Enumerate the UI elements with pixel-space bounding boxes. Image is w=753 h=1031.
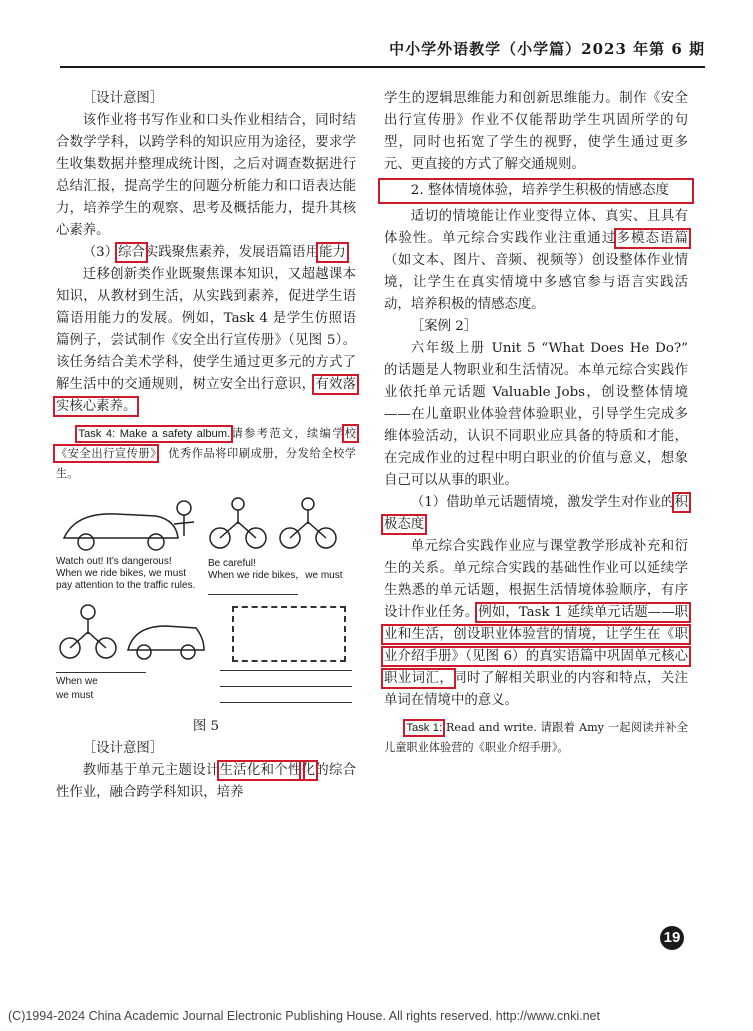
- fig-text-a2: When we ride bikes, we must: [56, 568, 187, 579]
- right-paragraph-1: 学生的逻辑思维能力和创新思维能力。制作《安全出行宣传册》作业不仅能帮助学生巩固所学的句型，同时也拓宽了学生的视野，使学生通过更多元、更直接的方式了解交通规则。: [384, 91, 688, 172]
- fig-blank-line: [220, 702, 352, 703]
- highlight-multimodal: 多模态语篇: [616, 231, 689, 246]
- subsection-1-heading: （1）借助单元话题情境，激发学生对作业的积极态度: [384, 495, 688, 532]
- phone-cyclist-illustration: [56, 602, 206, 662]
- copyright-footer: (C)1994-2024 China Academic Journal Electronic Publishing House. All rights reserved. http://www.cnki.net: [8, 1009, 600, 1023]
- right-paragraph-2: 适切的情境能让作业变得立体、真实、且具有体验性。单元综合实践作业注重通过多模态语篇（如文本、图片、音频、视频等）创设整体作业情境，让学生在真实情境中多感官参与语言实践活动，培养积极的情感态度。: [384, 209, 689, 312]
- highlight-task1: Task 1:: [406, 722, 443, 734]
- task4-instruction: Task 4: Make a safety album.请参考范文，续编学校《安全出行宣传册》，优秀作品将印刷成册，分发给全校学生。: [56, 427, 356, 480]
- highlight-nengli: 能力: [318, 245, 346, 260]
- cyclists-illustration: [208, 494, 348, 552]
- fig-blank-line: [220, 686, 352, 687]
- figure-5: [56, 494, 356, 712]
- drawing-placeholder-box: [232, 606, 346, 662]
- fig-blank-line: [208, 594, 298, 595]
- section-3-heading: （3）综合实践聚焦素养，发展语篇语用能力: [82, 245, 346, 260]
- left-paragraph-3: 教师基于单元主题设计生活化和个性化的综合性作业，融合跨学科知识，培养: [56, 763, 357, 800]
- fig-text-c1: When we: [56, 676, 98, 687]
- highlight-task1-example: 例如，Task 1 延续单元话题——职业和生活，创设职业体验营的情境，让学生在《职业介绍手册》（见图 6）的真实语篇中巩固单元核心职业词汇，: [384, 605, 688, 686]
- fig-text-a3: pay attention to the traffic rules.: [56, 580, 196, 591]
- highlight-hexin-suyang: 有效落实核心素养。: [56, 377, 356, 414]
- highlight-task4: Task 4: Make a safety album.: [78, 428, 231, 440]
- right-paragraph-3: 六年级上册 Unit 5 “What Does He Do?” 的话题是人物职业和生活情况。本单元综合实践作业依托单元话题 Valuable Jobs，创设整体情境——在儿童职业体验营体验职业，引导学生完成多维体验活动，认识不同职业应具备的特质和才能，在完成作业的过程中明白职业的价值与意义，想象自己可以从事的职业。: [384, 341, 688, 488]
- case-2-heading: ［案例 2］: [410, 319, 478, 334]
- car-accident-illustration: [56, 494, 206, 554]
- task1-instruction: Task 1: Read and write. 请跟着 Amy 一起阅读并补全儿童职业体验营的《职业介绍手册》。: [384, 721, 688, 754]
- design-heading-2: ［设计意图］: [82, 741, 164, 756]
- fig-blank-line: [220, 670, 352, 671]
- design-heading-1: ［设计意图］: [82, 91, 164, 106]
- fig-text-b2: When we ride bikes，we must: [208, 570, 343, 581]
- section-2-heading: 2. 整体情境体验，培养学生积极的情感态度: [378, 178, 694, 204]
- left-column: [56, 88, 356, 804]
- journal-header: 中小学外语教学（小学篇）2023 年第 6 期: [389, 40, 705, 58]
- right-column: [384, 88, 688, 758]
- left-paragraph-1: 该作业将书写作业和口头作业相结合，同时结合数学学科，以跨学科的知识应用为途径，要求学生收集数据并整理成统计图，之后对调查数据进行总结汇报，提高学生的问题分析能力和口语表达能力，培养学生的观察、思考及概括能力，提升其核心素养。: [56, 113, 356, 238]
- fig-text-c2: we must: [56, 690, 94, 701]
- highlight-hua: 化: [301, 763, 316, 778]
- highlight-jiji-taidu: 积极态度: [384, 495, 688, 532]
- highlight-shenghuohua: 生活化和个性: [219, 763, 302, 778]
- fig-text-b1: Be careful!: [208, 558, 256, 569]
- figure-5-caption: 图 5: [192, 719, 220, 734]
- fig-blank-line: [56, 672, 146, 673]
- right-paragraph-4: 单元综合实践作业应与课堂教学形成补充和衍生的关系。单元综合实践的基础性作业可以延续学生熟悉的单元话题，根据生活情境体验顺序，有序设计作业任务。例如，Task 1 延续单元话题——职业和生活，创设职业体验营的情境，让学生在《职业介绍手册》（见图 6）的真实语篇中巩固单元核心职业词汇，同时了解相关职业的内容和特点，关注单词在情境中的意义。: [384, 539, 689, 708]
- fig-text-a1: Watch out! It’s dangerous!: [56, 556, 172, 567]
- header-rule: [60, 66, 705, 68]
- left-paragraph-2: 迁移创新类作业既聚焦课本知识，又超越课本知识，从教材到生活，从实践到素养，促进学生语篇语用能力的发展。例如，Task 4 是学生仿照语篇例子，尝试制作《安全出行宣传册》（见图 5）。该任务结合美术学科，使学生通过更多元的方式了解生活中的交通规则，树立安全出行意识，有效落实核心素养。: [56, 267, 356, 414]
- highlight-album-title: 校《安全出行宣传册》: [56, 427, 356, 460]
- highlight-zonghe: 综合: [118, 245, 145, 260]
- page-number: 19: [660, 926, 684, 950]
